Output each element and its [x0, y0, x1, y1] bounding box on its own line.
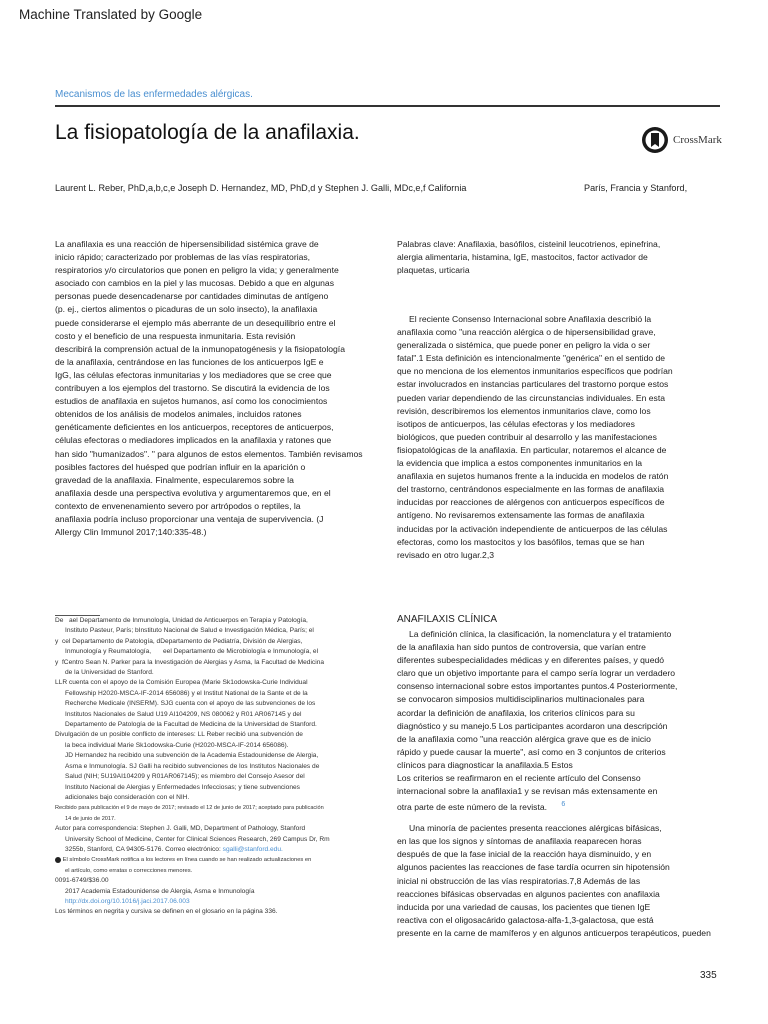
abstract-line: (p. ej., ciertos alimentos o picaduras de un solo insecto), la anafilaxia: [55, 304, 318, 315]
clinical-section-body: [397, 628, 742, 940]
clinical-line: de la anafilaxia han sido puntos de controversia, que varían entre: [397, 642, 646, 653]
clinical-line: rápido y puede causar la muerte", así como en 3 conjuntos de criterios: [397, 746, 666, 757]
clinical-line: Una minoría de pacientes presenta reacciones alérgicas bifásicas,: [409, 823, 662, 834]
clinical-line: presente en la carne de mamíferos y en algunos anticuerpos terapéuticos, pueden: [397, 927, 711, 938]
clinical-line: La definición clínica, la clasificación, la nomenclatura y el tratamiento: [409, 629, 672, 639]
crossmark-badge[interactable]: [640, 125, 730, 155]
intro-line: pueden variar dependiendo de las circunstancias individuales. En esta: [397, 392, 666, 403]
and-label: y: [55, 637, 59, 645]
email-link[interactable]: sgalli@stanford.edu.: [222, 845, 283, 853]
intro-line: inducidas por reacciones de alérgenos con anticuerpos específicos de: [397, 497, 665, 508]
clinical-line: diferentes subespecialidades médicas y en diferentes países, y quedó: [397, 655, 665, 666]
intro-line: generalizada o sistémica, que puede poner en peligro la vida o ser: [397, 340, 651, 351]
affiliation-c-2: Inmunología y Reumatología,: [65, 648, 152, 656]
clinical-line: inicial ni obstrucción de las vías respiratorias.7,8 Además de las: [397, 875, 641, 886]
intro-line: inducidas por la activación independiente de anticuerpos de las células: [397, 523, 668, 534]
conflict-note: adicionales bajo consideración con el NIH.: [65, 793, 190, 801]
abstract-line: asociado con cambios en la piel y las mucosas. Debido a que en algunas: [55, 278, 334, 289]
funding-note: Departamento de Patología de la Facultad de Medicina de la Universidad de Stanford.: [65, 721, 317, 729]
affiliation-f-2: de la Universidad de Stanford.: [65, 669, 154, 677]
copyright-note: 2017 Academia Estadounidense de Alergia, Asma e Inmunología: [65, 887, 255, 895]
abstract-line: gravedad de la anafilaxia. Finalmente, especularemos sobre la: [55, 474, 294, 485]
clinical-line: inducida por una variedad de causas, los pacientes que tienen IgE: [397, 901, 651, 912]
intro-line: anafilaxia como "una reacción alérgica o de hipersensibilidad grave,: [397, 327, 656, 338]
affiliation-e: eel Departamento de Microbiología e Inmunología, el: [163, 648, 319, 656]
authors-line: Laurent L. Reber, PhD,a,b,c,e Joseph D. Hernandez, MD, PhD,d y Stephen J. Galli, MDc,e,f California: [55, 183, 467, 193]
glossary-note: Los términos en negrita y cursiva se definen en el glosario en la página 336.: [55, 908, 278, 916]
conflict-note: Instituto Nacional de Alergias y Enfermedades Infecciosas; y tiene subvenciones: [65, 783, 300, 791]
clinical-line: después de que la fase inicial de la reacción haya disminuido, y en: [397, 849, 652, 860]
crossmark-note: el artículo, como erratas o correcciones menores.: [65, 867, 193, 874]
affiliation-f: fCentro Sean N. Parker para la Investigación de Alergias y Asma, la Facultad de Medicina: [61, 658, 325, 666]
intro-line: biológicos, que pueden contribuir al desarrollo y las manifestaciones: [397, 431, 657, 442]
abstract-line: obtenidos de los análisis de modelos animales, incluidos ratones: [55, 409, 302, 420]
machine-translated-banner: Machine Translated by Google: [19, 7, 203, 22]
introduction: [397, 313, 722, 562]
crossmark-note: El símbolo CrossMark notifica a los lectores en línea cuando se han realizado actualizaciones en: [62, 857, 312, 864]
header-rule: [55, 105, 720, 107]
crossmark-label: CrossMark: [673, 134, 722, 146]
abstract-line: respiratorios y/o circulatorios que ponen en peligro la vida; y generalmente: [55, 265, 339, 276]
crossmark-icon: [640, 125, 670, 155]
intro-line: fisiopatológicas de la anafilaxia. En particular, notaremos el alcance de: [397, 444, 667, 455]
abstract-line: anafilaxia podría incluso proporcionar una ventaja de supervivencia. (J: [55, 513, 324, 524]
abstract-line: inicio rápido; caracterizado por problemas de las vías respiratorias,: [55, 252, 311, 263]
affiliation-b: Instituto Pasteur, París; bInstituto Nacional de Salud e Investigación Médica, París; el: [65, 627, 314, 635]
intro-line: anafilaxia en sujetos humanos frente a la inducida en modelos de ratón: [397, 471, 669, 482]
conflict-note: Divulgación de un posible conflicto de intereses: LL Reber recibió una subvención de: [55, 731, 303, 739]
abstract-line: células efectoras o mediadores implicados en la anafilaxia y ratones que: [55, 435, 332, 446]
intro-line: estar involucrados en instancias particulares del trastorno porque estos: [397, 379, 669, 390]
clinical-line: clínicos para diagnosticar la anafilaxia.5 Estos: [397, 759, 573, 770]
intro-line: efectoras, como los mastocitos y los basófilos, temas que se han: [397, 536, 645, 547]
correspondence-note: 3255b, Stanford, CA 94305-5176. Correo electrónico:: [65, 845, 221, 853]
keywords: [397, 238, 717, 277]
keywords-line: Palabras clave: Anafilaxia, basófilos, cisteinil leucotrienos, epinefrina,: [397, 239, 661, 249]
abstract-line: han sido "humanizados". " para algunos de estos elementos. También revisamos: [55, 448, 363, 459]
keywords-line: plaquetas, urticaria: [397, 265, 470, 276]
page-number: 335: [700, 970, 717, 981]
clinical-line: algunos pacientes las reacciones de fase tardía ocurren sin hipotensión: [397, 862, 670, 873]
and-label: y: [55, 658, 59, 666]
clinical-line: internacional sobre la anafilaxia1 y se revisan más extensamente en: [397, 786, 658, 797]
received-note: Recibido para publicación el 9 de mayo de 2017; revisado el 12 de junio de 2017; aceptado para publicación: [55, 805, 324, 812]
clinical-section-heading: ANAFILAXIS CLÍNICA: [397, 614, 498, 625]
abstract-line: contribuyen a los ejemplos del trastorno. Se discutirá la evidencia de los: [55, 383, 330, 394]
clinical-line: en las que los signos y síntomas de anafilaxia reaparecen horas: [397, 836, 642, 847]
intro-line: El reciente Consenso Internacional sobre Anafilaxia describió la: [409, 314, 652, 324]
clinical-line: acordar la definición de anafilaxia, los criterios clínicos para su: [397, 707, 635, 718]
abstract-line: La anafilaxia es una reacción de hipersensibilidad sistémica grave de: [55, 239, 319, 249]
abstract-line: puede considerarse el ejemplo más aberrante de un desequilibrio entre el: [55, 317, 336, 328]
crossmark-small-icon: [55, 857, 61, 863]
intro-line: revisión, describiremos los elementos inmunitarios clave, como los: [397, 405, 651, 416]
abstract-line: Allergy Clin Immunol 2017;140:335-48.): [55, 527, 207, 538]
conflict-note: la beca individual Marie Sk1odowska-Curie (H2020-MSCA-IF-2014 656086).: [65, 741, 289, 749]
clinical-line: se convocaron simposios multidisciplinarios multinacionales para: [397, 694, 645, 705]
funding-note: Recherche Medicale (INSERM). SJG cuenta con el apoyo de las subvenciones de los: [65, 700, 316, 708]
conflict-note: Salud (NIH; 5U19AI104209 y R01AR067145); es miembro del Consejo Asesor del: [65, 773, 305, 781]
abstract-line: anafilaxia desde una perspectiva evolutiva y argumentaremos que, en el: [55, 487, 331, 498]
clinical-line: de la anafilaxia como "una reacción alérgica grave que es de inicio: [397, 733, 651, 744]
issn-price: 0091-6749/$36.00: [55, 877, 109, 885]
intro-line: antígeno. No revisaremos extensamente las formas de anafilaxia: [397, 510, 645, 521]
clinical-line: claro que un objetivo importante para el campo sería lograr un verdadero: [397, 668, 676, 679]
clinical-line: consenso internacional sobre estos importantes puntos.4 Posteriormente,: [397, 681, 678, 692]
abstract-line: describirá la comprensión actual de la inmunopatogénesis y la fisiopatología: [55, 343, 345, 354]
clinical-line: reacciones bifásicas observadas en algunos pacientes con anafilaxia: [397, 888, 660, 899]
from-label: De: [55, 617, 64, 624]
abstract-line: costo y el beneficio de una respuesta inmunitaria. Esta revisión: [55, 330, 296, 341]
affiliations-footnotes: [55, 616, 385, 918]
conflict-note: JD Hernandez ha recibido una subvención de la Academia Estadounidense de Alergia,: [65, 752, 319, 760]
correspondence-note: University School of Medicine, Center for Clinical Sciences Research, 269 Campus Dr, Rm: [65, 835, 330, 843]
correspondence-note: Autor para correspondencia: Stephen J. Galli, MD, Department of Pathology, Stanford: [55, 825, 306, 833]
article-title: La fisiopatología de la anafilaxia.: [55, 121, 360, 144]
received-note: 14 de junio de 2017.: [65, 815, 116, 822]
intro-line: revisado en otro lugar.2,3: [397, 549, 494, 560]
intro-line: isotipos de anticuerpos, las células efectoras y los mediadores: [397, 418, 635, 429]
affiliation-c: cel Departamento de Patología, dDepartamento de Pediatría, División de Alergias,: [61, 637, 303, 645]
abstract-line: contexto de envenenamiento severo por artrópodos o reptiles, la: [55, 500, 301, 511]
author-location: París, Francia y Stanford,: [584, 183, 688, 193]
intro-line: que no menciona de los elementos inmunitarios específicos que podrían: [397, 366, 673, 377]
abstract-line: IgG, las células efectoras inmunitarias y los mediadores que se cree que: [55, 369, 332, 380]
clinical-line: diagnóstico y su manejo.5 Los participantes acordaron una descripción: [397, 720, 668, 731]
clinical-line: otra parte de este número de la revista.: [397, 802, 547, 813]
abstract-line: personas puede desencadenarse por cantidades diminutas de antígeno: [55, 291, 329, 302]
abstract: [55, 238, 385, 539]
intro-line: la evidencia que implica a estos componentes inmunitarios en la: [397, 458, 643, 469]
funding-note: LLR cuenta con el apoyo de la Comisión Europea (Marie Sk1odowska-Curie Individual: [55, 679, 308, 687]
conflict-note: Asma e Inmunología. SJ Galli ha recibido subvenciones de los Institutos Nacionales de: [65, 762, 320, 770]
funding-note: Institutos Nacionales de Salud U19 AI104209, NS 080062 y R01 AR067145 y del: [65, 710, 302, 718]
abstract-line: posibles factores del huésped que podrían influir en la aparición o: [55, 461, 306, 472]
clinical-line: Los criterios se reafirmaron en el reciente artículo del Consenso: [397, 773, 641, 784]
funding-note: Fellowship H2020-MSCA-IF-2014 656086) y el Institut National de la Sante et de la: [65, 689, 308, 697]
clinical-line: reactiva con el oligosacárido galactosa-alfa-1,3-galactosa, que está: [397, 914, 654, 925]
abstract-line: genéticamente deficientes en los anticuerpos, receptores de anticuerpos,: [55, 422, 334, 433]
abstract-line: estudios de anafilaxia en sujetos humanos, así como los conocimientos: [55, 396, 328, 407]
keywords-line: alergia alimentaria, histamina, IgE, mastocitos, factor activador de: [397, 252, 648, 263]
intro-line: del trastorno, centrándonos especialmente en las formas de anafilaxia: [397, 484, 665, 495]
intro-line: fatal".1 Esta definición es intencionalmente "genérica" en el sentido de: [397, 353, 666, 364]
section-label[interactable]: Mecanismos de las enfermedades alérgicas.: [55, 89, 253, 100]
reference-link[interactable]: 6: [561, 801, 566, 809]
doi-link[interactable]: http://dx.doi.org/10.1016/j.jaci.2017.06.003: [65, 897, 190, 905]
abstract-line: de la anafilaxia, centrándose en las funciones de los anticuerpos IgE e: [55, 356, 324, 367]
affiliation-a: ael Departamento de Inmunología, Unidad de Anticuerpos en Terapia y Patología,: [68, 617, 308, 624]
